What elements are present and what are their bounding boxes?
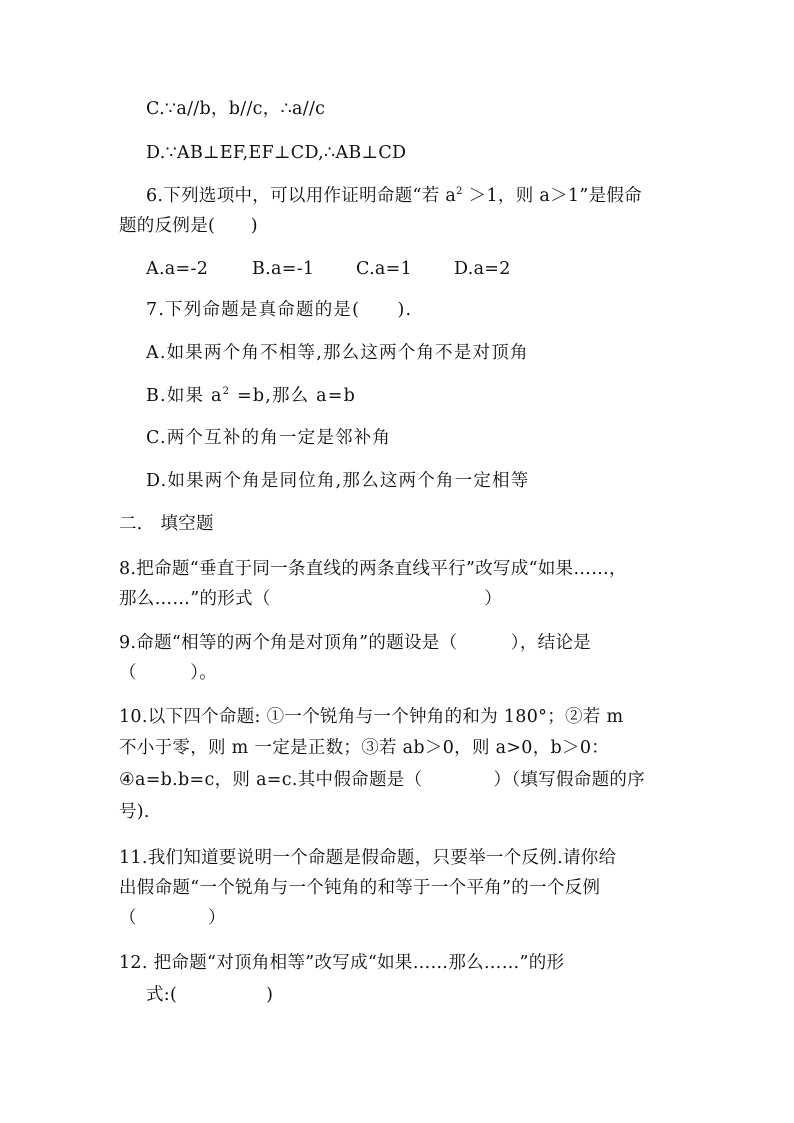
q10-line2: 不小于零，则 m 一定是正数；③若 ab＞0，则 a>0，b＞0：: [119, 738, 610, 758]
q11-line1: 11.我们知道要说明一个命题是假命题，只要举一个反例.请你给: [119, 848, 617, 868]
q7-option-b-post: =b,那么 a=b: [230, 386, 357, 406]
q6-stem-line1: [146, 184, 642, 208]
q7-option-c: C.两个互补的角一定是邻补角: [146, 428, 392, 448]
q7-stem: 7.下列命题是真命题的是( ).: [146, 300, 413, 320]
q9-line1: 9.命题“相等的两个角是对顶角”的题设是（ ），结论是: [119, 633, 592, 653]
q5-option-d: D.∵AB⊥EF,EF⊥CD,∴AB⊥CD: [146, 143, 407, 163]
q7-option-b-pre: B.如果 a: [146, 386, 223, 406]
q10-line1: 10.以下四个命题: ①一个锐角与一个钟角的和为 180°；②若 m: [119, 707, 624, 727]
q6-options: [146, 257, 511, 281]
q6-option-c: C.a=1: [356, 259, 413, 279]
q6-option-d: D.a=2: [454, 259, 511, 279]
q5-option-c: C.∵a//b，b//c，∴a//c: [146, 99, 326, 119]
q6-superscript: 2: [456, 186, 463, 197]
q6-stem-line2: 题的反例是( ): [119, 216, 258, 236]
q7-superscript: 2: [222, 386, 231, 397]
q7-option-b: [146, 384, 356, 408]
q12-line2: 式:( ): [146, 985, 274, 1005]
section-heading: 二． 填空题: [119, 514, 214, 534]
q8-line1: 8.把命题“垂直于同一条直线的两条直线平行”改写成“如果……，: [119, 559, 627, 579]
q10-line4: 号).: [119, 802, 150, 822]
q7-option-a: A.如果两个角不相等,那么这两个角不是对顶角: [146, 343, 529, 363]
q8-line2: 那么……”的形式（ ）: [119, 589, 503, 609]
q12-line1: 12. 把命题“对顶角相等”改写成“如果……那么……”的形: [119, 953, 565, 973]
q11-line2: 出假命题“一个锐角与一个钝角的和等于一个平角”的一个反例: [119, 878, 601, 898]
q11-line3: （ ）: [119, 908, 226, 928]
q6-stem-pre: 6.下列选项中，可以用作证明命题“若 a: [146, 186, 457, 206]
q6-option-b: B.a=-1: [252, 259, 315, 279]
q6-option-a: A.a=-2: [146, 259, 209, 279]
q10-line3: ④a=b.b=c，则 a=c.其中假命题是（ ）（填写假命题的序: [119, 770, 645, 790]
q7-option-d: D.如果两个角是同位角,那么这两个角一定相等: [146, 471, 530, 491]
q6-stem-post: ＞1，则 a＞1”是假命: [462, 186, 642, 206]
q9-line2: （ ）。: [119, 663, 218, 683]
